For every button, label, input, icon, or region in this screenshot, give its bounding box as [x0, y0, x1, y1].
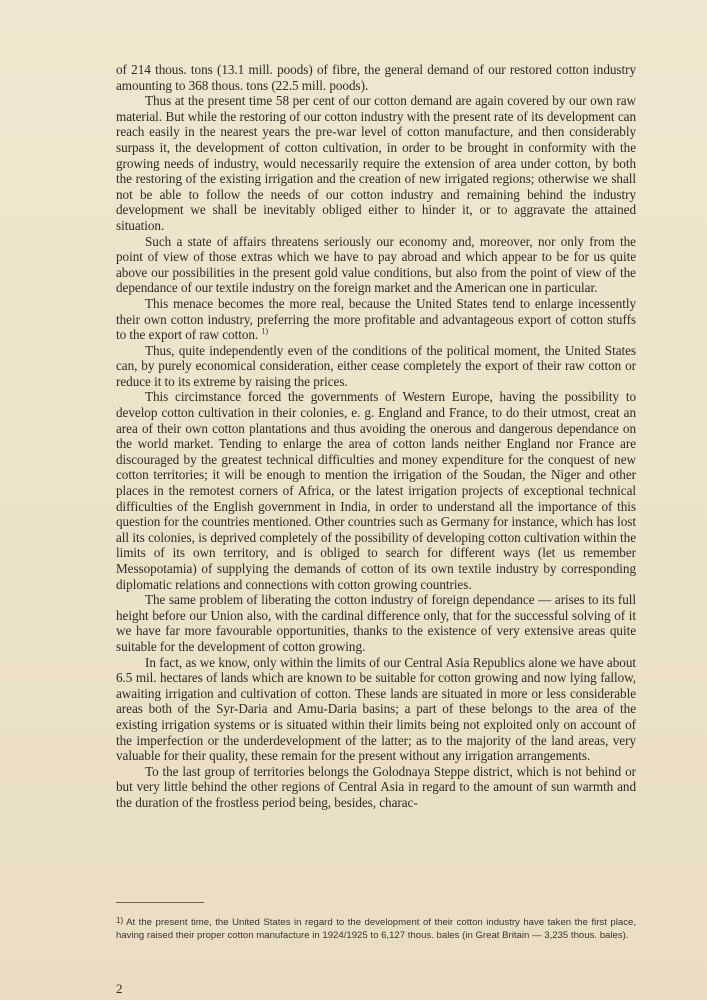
- footnote-text: At the present time, the United States in regard to the development of their cotton industry have taken the first place, having raised their proper cotton manufacture in 1924/1925 to 6,127 thous. bales (in Great Britain — 3,235 thous. bales).: [116, 917, 636, 942]
- footnote-reference: 1): [261, 326, 268, 336]
- page-number: 2: [116, 981, 123, 996]
- paragraph-5: Thus, quite independently even of the conditions of the political moment, the United States can, by purely economical consideration, either cease completely the export of their raw cotton or reduce it to its extreme by raising the prices.: [116, 342, 636, 389]
- paragraph-8: In fact, as we know, only within the limits of our Central Asia Republics alone we have about 6.5 mil. hectares of lands which are known to be suitable for cotton growing and now lying fallow, awaiting irrigation and cultivation of cotton. These lands are situated in more or less considerable areas both of the Syr-Daria and Amu-Daria basins; a part of these belongs to the area of the existing irrigation systems or is situated within their limits being not exploited only on account of the imperfection or the underdevelopment of the latter; as to the majority of the land areas, very valuable for their quality, these remain for the present without any irrigation arrangements.: [116, 654, 636, 764]
- footnote-divider: [116, 902, 204, 903]
- footnote: [116, 914, 636, 943]
- footnote-mark: 1): [116, 916, 124, 925]
- paragraph-7: The same problem of liberating the cotton industry of foreign dependance — arises to its full height before our Union also, with the cardinal difference only, that for the successful solving of it we have far more favourable opportunities, thanks to the existence of very extensive areas quite suitable for the development of cotton growing.: [116, 592, 636, 654]
- body-text: [116, 62, 636, 811]
- paragraph-4: This menace becomes the more real, because the United States tend to enlarge incessently their own cotton industry, preferring the more profitable and advantageous export of cotton stuffs to the export of raw cotton. $^{1)}$: [116, 295, 636, 343]
- paragraph-3: Such a state of affairs threatens seriously our economy and, moreover, nor only from the point of view of those extras which we have to pay abroad and which appear to be for us quite above our possibilities in the present gold value conditions, but also from the point of view of the dependance of our textile industry on the foreign market and the American one in particular.: [116, 233, 636, 296]
- paragraph-6: This circimstance forced the governments of Western Europe, having the possibility to develop cotton cultivation in their colonies, e. g. England and France, to do their utmost, creat an area of their own cotton plantations and thus avoiding the onerous and dangerous dependance on the world market. Tending to enlarge the area of cotton lands neither England nor France are discouraged by the greatest technical difficulties and money expenditure for the conquest of new cotton territories; it will be enough to mention the irrigation of the Soudan, the Niger and other places in the remotest corners of Africa, or the latest irrigation projects of exceptional technical difficulties of the English government in India, in order to understand all the importance of this question for the countries mentioned. Other countries such as Germany for instance, which has lost all its colonies, is deprived completely of the possibility of developing cotton cultivation within the limits of its own territory, and is obliged to search for different ways (let us remember Messopotamia) of supplying the demands of cotton of its own textile industry by corresponding diplomatic relations and connections with cotton growing countries.: [116, 389, 636, 592]
- paragraph-1: of 214 thous. tons (13.1 mill. poods) of fibre, the general demand of our restored cotton industry amounting to 368 thous. tons (22.5 mill. poods).: [116, 62, 636, 93]
- paragraph-9: To the last group of territories belongs the Golodnaya Steppe district, which is not behind or but very little behind the other regions of Central Asia in regard to the amount of sun warmth and the duration of the frostless period being, besides, charac-: [116, 763, 636, 810]
- paragraph-2: Thus at the present time 58 per cent of our cotton demand are again covered by our own raw material. But while the restoring of our cotton industry with the present rate of its development can reach easily in the nearest years the pre-war level of cotton manufacture, and then considerably surpass it, the development of cotton cultivation, in order to be brought in conformity with the growing needs of industry, would necessarily require the extension of area under cotton, by both the restoring of the existing irrigation and the creation of new irrigated regions; otherwise we shall not be able to follow the needs of our cotton industry and remaining behind the industry development we shall be inevitably obliged either to hinder it, or to aggravate the attained situation.: [116, 93, 636, 233]
